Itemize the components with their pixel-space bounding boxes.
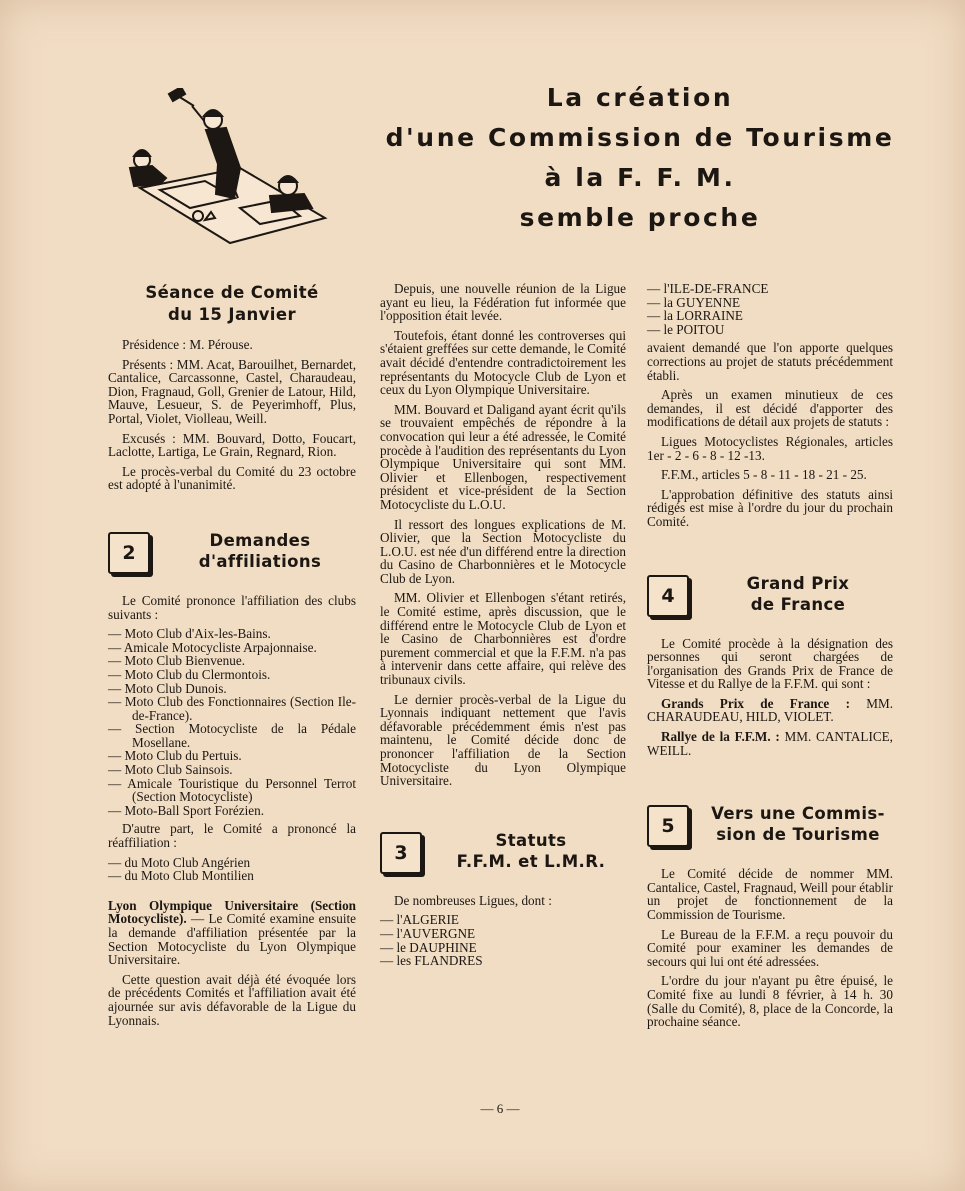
meeting-heading: [108, 282, 356, 326]
grand-prix-names: MM. CHARAUDEAU, HILD, VIOLET.: [647, 695, 894, 725]
paragraph: avaient demandé que l'on apporte quelques corrections au projet de statuts précédemment établi.: [647, 340, 893, 383]
paragraph: F.F.M., articles 5 - 8 - 11 - 18 - 21 - 25.: [661, 467, 867, 483]
section-2-header: [108, 532, 356, 576]
section-title-line-2: F.F.M. et L.M.R.: [456, 851, 606, 871]
section-title: [436, 830, 626, 872]
meeting-heading-line-1: Séance de Comité: [145, 283, 319, 302]
affiliation-intro: Le Comité prononce l'affiliation des clubs suivants :: [108, 592, 356, 622]
list-item: — l'ILE-DE-FRANCE: [647, 281, 769, 296]
presents-paragraph: Présents : MM. Acat, Barouilhet, Bernardet, Cantalice, Carcassonne, Castel, Charaudeau, Dion, Fragnaud, Goll, Grenier de Latour, Hild, Mauve, Lesueur, S. de Peyerimhoff, Plus, Portal, Violet, Violleau, Weill.: [108, 356, 356, 426]
section-title-line-1: Statuts: [495, 830, 567, 850]
title-line-3: à la F. F. M.: [544, 163, 736, 192]
lyon-text: — Le Comité examine ensuite la demande d'affiliation présentée par la Section Motocycliste du Lyon Olympique Universitaire.: [108, 911, 356, 968]
section-number-badge: 4: [647, 575, 689, 617]
section-5-header: [647, 805, 893, 849]
paragraph: Après un examen minutieux de ces demandes, il est décidé d'apporter des modifications de détail aux projets de statuts :: [647, 387, 893, 430]
paragraph: MM. Bouvard et Daligand ayant écrit qu'ils se trouvaient empêchés de répondre à la convocation qui leur a été adressée, le Comité procède à l'audition des représentants du Lyon Olympique Universitaire qui sont MM. Olivier et Ellenbogen, respectivement président et vice-président de la Section Motocycliste du L.O.U.: [380, 401, 626, 512]
list-item: — Moto Club du Pertuis.: [108, 748, 242, 764]
clubs-list: [108, 627, 356, 817]
list-item: — Moto Club des Fonctionnaires (Section Ile-de-France).: [108, 694, 356, 723]
ligues-list-continued: [647, 282, 893, 336]
list-item: — l'AUVERGNE: [380, 925, 476, 941]
reaffiliation-intro: D'autre part, le Comité a prononcé la réaffiliation :: [108, 821, 356, 851]
reaffiliation-list: [108, 856, 356, 883]
section-title-line-2: de France: [750, 594, 846, 614]
column-2: [380, 282, 626, 973]
list-item: — la GUYENNE: [647, 294, 741, 310]
paragraph: Le Bureau de la F.F.M. a reçu pouvoir du Comité pour examiner les demandes de secours qui lui ont été adressées.: [647, 926, 893, 969]
title-line-1: La création: [546, 83, 734, 112]
list-item: — le POITOU: [647, 321, 725, 337]
paragraph: MM. Olivier et Ellenbogen s'étant retirés, le Comité estime, après discussion, que le différend entre le Motocycle Club de Lyon et le Casino de Charbonnières est d'ordre purement commercial et que la F.F.M. n'a pas à intervenir dans cette affaire, qui relève des tribunaux civils.: [380, 590, 626, 688]
section-title-line-2: d'affiliations: [198, 551, 322, 571]
list-item: — le DAUPHINE: [380, 939, 477, 955]
rally-paragraph: [647, 730, 893, 757]
grand-prix-label: Grands Prix de France :: [661, 695, 850, 711]
section-number-badge: 3: [380, 832, 422, 874]
list-item: — Moto Club du Clermontois.: [108, 666, 271, 682]
column-1: [108, 282, 356, 1033]
list-item: — Section Motocycliste de la Pédale Mosellane.: [108, 721, 356, 750]
paragraph: Il ressort des longues explications de M. Olivier, que la Section Motocycliste du L.O.U. est née d'un différend entre la direction du Casino de Charbonnières et le Motocycle Club de Lyon.: [380, 516, 627, 586]
list-item: — Moto-Ball Sport Forézien.: [108, 802, 265, 818]
list-item: — Amicale Motocycliste Arpajonnaise.: [108, 639, 317, 655]
title-line-2: d'une Commission de Tourisme: [385, 123, 895, 152]
rally-names: MM. CANTALICE, WEILL.: [647, 729, 893, 758]
comic-illustration-icon: [120, 88, 330, 248]
list-item: — Moto Club Bienvenue.: [108, 653, 245, 669]
section-4-header: [647, 575, 893, 619]
list-item: — Moto Club Dunois.: [108, 680, 227, 696]
list-item: — Amicale Touristique du Personnel Terrot (Section Motocycliste): [108, 775, 356, 805]
section-number-badge: 5: [647, 805, 689, 847]
section-title-line-1: Demandes: [209, 530, 311, 550]
section-title: [703, 803, 893, 845]
paragraph: Le Comité décide de nommer MM. Cantalice, Castel, Fragnaud, Weill pour établir un projet de fonctionnement de la Commission de Tourisme.: [647, 866, 893, 923]
paragraph: Le Comité procède à la désignation des personnes qui seront chargées de l'organisation des Grands Prix de France de Vitesse et du Rallye de la F.F.M. qui sont :: [647, 635, 893, 692]
title-line-4: semble proche: [519, 203, 761, 232]
list-item: — du Moto Club Angérien: [108, 854, 251, 870]
article-title: [360, 78, 920, 238]
section-3-header: [380, 832, 626, 876]
question-paragraph: Cette question avait déjà été évoquée lors de précédents Comités et l'affiliation avait été ajournée sur avis défavorable de la Ligue du Lyonnais.: [108, 971, 356, 1028]
page-number: — 6 —: [480, 1101, 520, 1116]
list-item: — l'ALGERIE: [380, 912, 459, 928]
paragraph: Toutefois, étant donné les controverses qui s'étaient greffées sur cette demande, le Comité avait décidé d'entendre contradictoirement les représentants du Motocycle Club de Lyon et ceux du Lyon Olympique Universitaire.: [380, 327, 626, 398]
meeting-heading-line-2: du 15 Janvier: [168, 305, 296, 324]
section-title-line-1: Grand Prix: [746, 573, 850, 593]
section-title: [703, 573, 893, 615]
paragraph: L'approbation définitive des statuts ainsi rédigés est mise à l'ordre du jour du prochain Comité.: [647, 486, 893, 529]
presidence-paragraph: Présidence : M. Pérouse.: [122, 337, 253, 352]
list-item: — les FLANDRES: [380, 953, 483, 969]
paragraph: Le dernier procès-verbal de la Ligue du Lyonnais indiquant nettement que l'avis défavorable précédemment émis n'est pas maintenu, le Comité décide donc de prononcer l'affiliation de la Section Motocycliste du Lyon Olympique Universitaire.: [380, 691, 626, 789]
ligues-list: [380, 913, 626, 967]
section-title-line-1: Vers une Commis-: [711, 804, 885, 824]
list-item: — Moto Club Sainsois.: [108, 762, 233, 778]
section-title-line-2: sion de Tourisme: [716, 825, 880, 845]
column-3: [647, 282, 893, 1035]
list-item: — Moto Club d'Aix-les-Bains.: [108, 626, 271, 642]
ligues-intro: De nombreuses Ligues, dont :: [394, 892, 552, 908]
pv-paragraph: Le procès-verbal du Comité du 23 octobre est adopté à l'unanimité.: [108, 463, 356, 493]
excuses-paragraph: Excusés : MM. Bouvard, Dotto, Foucart, Laclotte, Lartiga, Le Grain, Regnard, Rion.: [108, 430, 356, 460]
section-number-badge: 2: [108, 532, 150, 574]
lyon-bold-label: Lyon Olympique Universitaire (Section Motocycliste).: [108, 897, 356, 927]
paragraph: L'ordre du jour n'ayant pu être épuisé, le Comité fixe au lundi 8 février, à 14 h. 30 (Salle du Comité), 8, place de la Concorde, la prochaine séance.: [647, 973, 893, 1030]
lyon-paragraph: [108, 899, 356, 967]
paragraph: Ligues Motocyclistes Régionales, articles 1er - 2 - 6 - 8 - 12 -13.: [647, 433, 893, 463]
paragraph: Depuis, une nouvelle réunion de la Ligue ayant eu lieu, la Fédération fut informée que l'opposition était levée.: [380, 281, 626, 324]
rally-label: Rallye de la F.F.M. :: [661, 729, 780, 745]
list-item: — la LORRAINE: [647, 308, 743, 324]
section-title: [164, 530, 356, 572]
grand-prix-paragraph: [647, 697, 893, 724]
list-item: — du Moto Club Montilien: [108, 868, 254, 884]
